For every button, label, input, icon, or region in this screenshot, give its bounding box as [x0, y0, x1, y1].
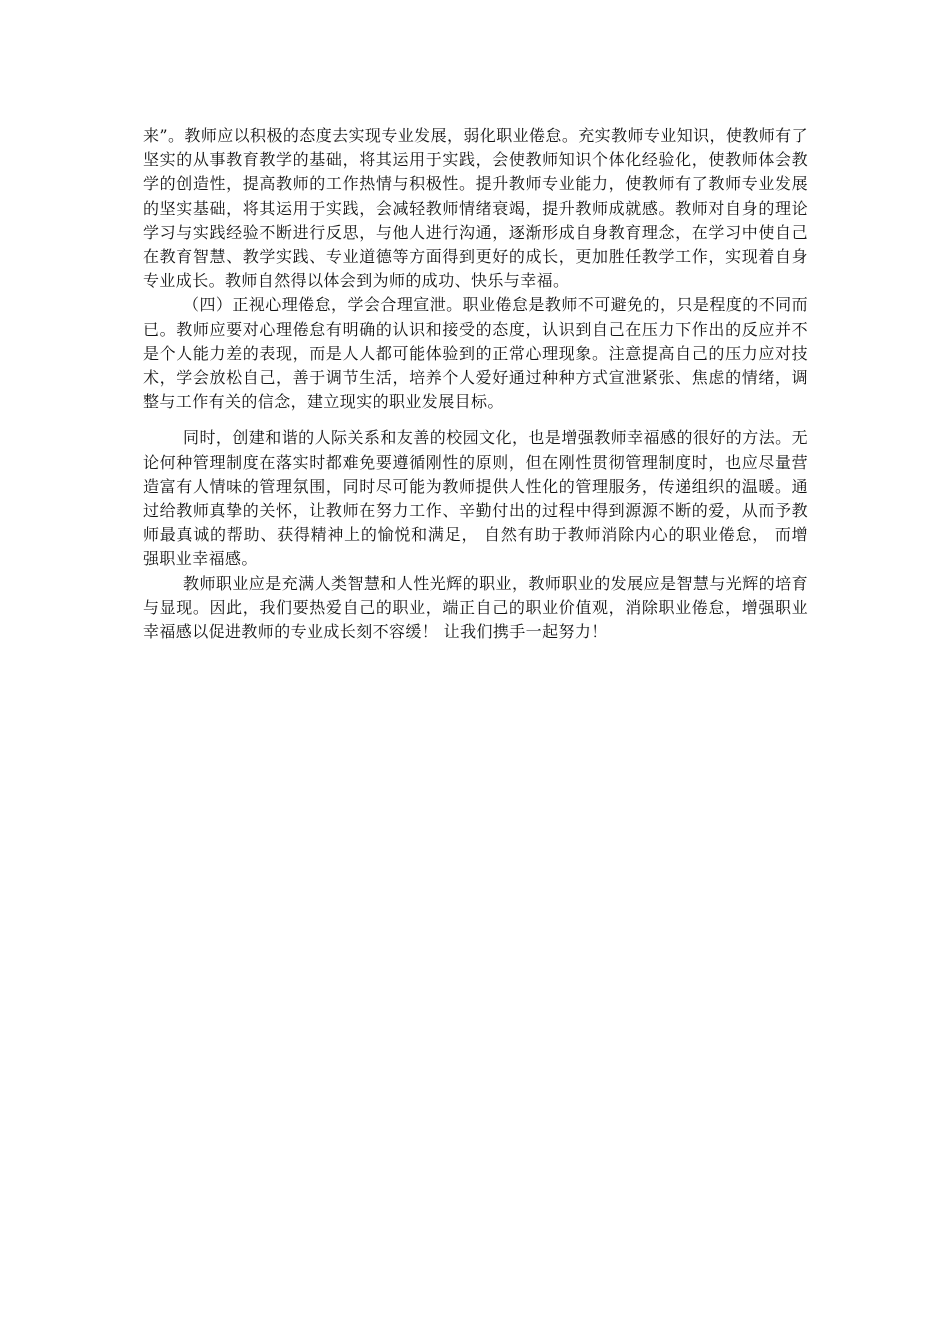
paragraph-conclusion: 教师职业应是充满人类智慧和人性光辉的职业，教师职业的发展应是智慧与光辉的培育与显现。因此，我们要热爱自己的职业，端正自己的职业价值观，消除职业倦怠，增强职业幸福感以促进教师的专业成长刻不容缓！ 让我们携手一起努力！ — [143, 573, 808, 642]
document-page — [143, 124, 808, 644]
paragraph-section-four: （四）正视心理倦怠，学会合理宣泄。职业倦怠是教师不可避免的，只是程度的不同而已。教师应要对心理倦怠有明确的认识和接受的态度，认识到自己在压力下作出的反应并不是个人能力差的表现，而是人人都可能体验到的正常心理现象。注意提高自己的压力应对技术，学会放松自己，善于调节生活，培养个人爱好通过种种方式宣泄紧张、焦虑的情绪，调整与工作有关的信念，建立现实的职业发展目标。 — [143, 295, 808, 412]
paragraph-campus-culture: 同时，创建和谐的人际关系和友善的校园文化，也是增强教师幸福感的很好的方法。无论何种管理制度在落实时都难免要遵循刚性的原则，但在刚性贯彻管理制度时，也应尽量营造富有人情味的管理氛围，同时尽可能为教师提供人性化的管理服务，传递组织的温暖。通过给教师真挚的关怀，让教师在努力工作、辛勤付出的过程中得到源源不断的爱，从而予教师最真诚的帮助、获得精神上的愉悦和满足， 自然有助于教师消除内心的职业倦怠， 而增强职业幸福感。 — [143, 428, 808, 569]
paragraph-continuation: 来”。教师应以积极的态度去实现专业发展，弱化职业倦怠。充实教师专业知识，使教师有了坚实的从事教育教学的基础，将其运用于实践，会使教师知识个体化经验化，使教师体会教学的创造性，提高教师的工作热情与积极性。提升教师专业能力，使教师有了教师专业发展的坚实基础，将其运用于实践，会减轻教师情绪衰竭，提升教师成就感。教师对自身的理论学习与实践经验不断进行反思，与他人进行沟通，逐渐形成自身教育理念，在学习中使自己在教育智慧、教学实践、专业道德等方面得到更好的成长，更加胜任教学工作，实现着自身专业成长。教师自然得以体会到为师的成功、快乐与幸福。 — [143, 126, 808, 291]
